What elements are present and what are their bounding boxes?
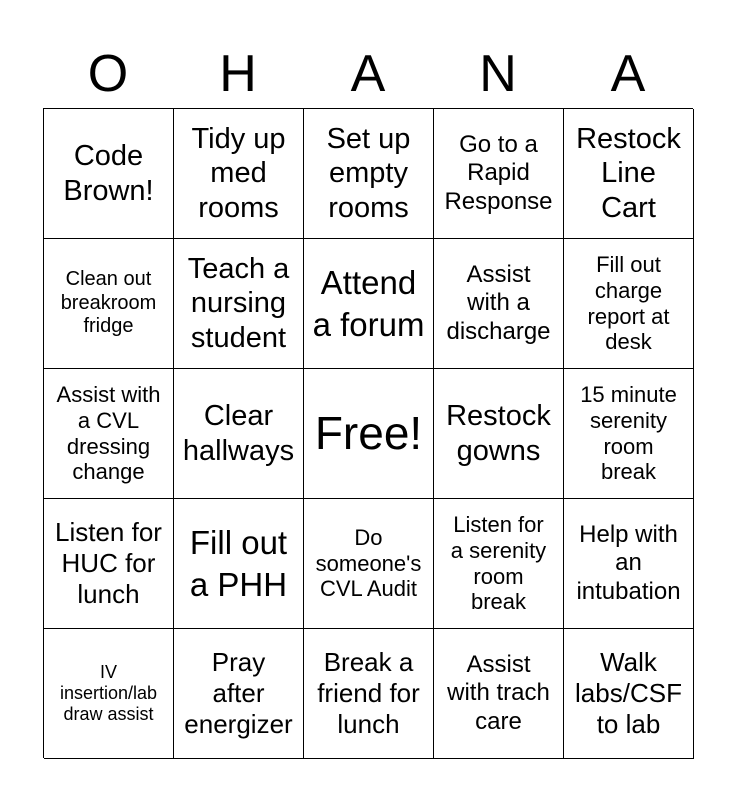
bingo-cell-huc-lunch[interactable]	[44, 499, 174, 629]
cell-text: IV insertion/lab draw assist	[59, 661, 158, 725]
bingo-header	[43, 44, 693, 104]
bingo-cell-free-space[interactable]	[304, 369, 434, 499]
bingo-cell-clean-fridge[interactable]	[44, 239, 174, 369]
bingo-cell-serenity-listen[interactable]	[434, 499, 564, 629]
bingo-cell-teach-student[interactable]	[174, 239, 304, 369]
cell-text: Teach a nursing student	[187, 253, 290, 354]
cell-text: Code Brown!	[63, 140, 154, 207]
cell-text: Assist with a discharge	[446, 261, 551, 345]
bingo-cell-serenity-break[interactable]	[564, 369, 694, 499]
bingo-cell-break-friend[interactable]	[304, 629, 434, 759]
cell-text: 15 minute serenity room break	[580, 381, 677, 485]
header-letter-a: A	[350, 45, 386, 103]
cell-text: Break a friend for lunch	[317, 647, 420, 739]
cell-text: Restock Line Cart	[576, 123, 681, 224]
cell-text: Set up empty rooms	[326, 123, 411, 224]
cell-text: Free!	[314, 407, 423, 460]
cell-text: Listen for a serenity room break	[450, 511, 547, 615]
cell-text: Attend a forum	[312, 264, 425, 343]
cell-text: Listen for HUC for lunch	[55, 517, 162, 609]
bingo-cell-code-brown[interactable]	[44, 109, 174, 239]
bingo-cell-iv-insertion[interactable]	[44, 629, 174, 759]
bingo-cell-tidy-med-rooms[interactable]	[174, 109, 304, 239]
cell-text: Assist with trach care	[447, 651, 550, 735]
header-letter-o: O	[87, 45, 129, 103]
header-letter-n: N	[479, 45, 517, 103]
cell-text: Pray after energizer	[184, 647, 293, 739]
bingo-cell-rapid-response[interactable]	[434, 109, 564, 239]
cell-text: Walk labs/CSF to lab	[575, 647, 682, 739]
header-letter-h: H	[219, 45, 257, 103]
bingo-cell-intubation[interactable]	[564, 499, 694, 629]
bingo-cell-trach-care[interactable]	[434, 629, 564, 759]
bingo-cell-attend-forum[interactable]	[304, 239, 434, 369]
cell-text: Tidy up med rooms	[191, 123, 286, 224]
bingo-cell-cvl-audit[interactable]	[304, 499, 434, 629]
cell-text: Fill out charge report at desk	[587, 251, 670, 355]
bingo-cell-assist-discharge[interactable]	[434, 239, 564, 369]
bingo-cell-restock-gowns[interactable]	[434, 369, 564, 499]
cell-text: Assist with a CVL dressing change	[56, 381, 161, 485]
bingo-cell-charge-report[interactable]	[564, 239, 694, 369]
bingo-cell-clear-hallways[interactable]	[174, 369, 304, 499]
cell-text: Fill out a PHH	[189, 524, 288, 603]
bingo-cell-cvl-dressing[interactable]	[44, 369, 174, 499]
bingo-cell-set-up-empty-rooms[interactable]	[304, 109, 434, 239]
bingo-cell-walk-labs[interactable]	[564, 629, 694, 759]
bingo-cell-pray-energizer[interactable]	[174, 629, 304, 759]
bingo-cell-restock-line-cart[interactable]	[564, 109, 694, 239]
bingo-cell-fill-phh[interactable]	[174, 499, 304, 629]
cell-text: Clear hallways	[182, 400, 295, 467]
cell-text: Clean out breakroom fridge	[60, 268, 157, 338]
cell-text: Restock gowns	[446, 400, 551, 467]
cell-text: Go to a Rapid Response	[444, 131, 553, 215]
header-letter-a-2: A	[610, 45, 646, 103]
bingo-board	[43, 108, 693, 758]
cell-text: Help with an intubation	[576, 521, 681, 605]
cell-text: Do someone's CVL Audit	[315, 524, 422, 602]
